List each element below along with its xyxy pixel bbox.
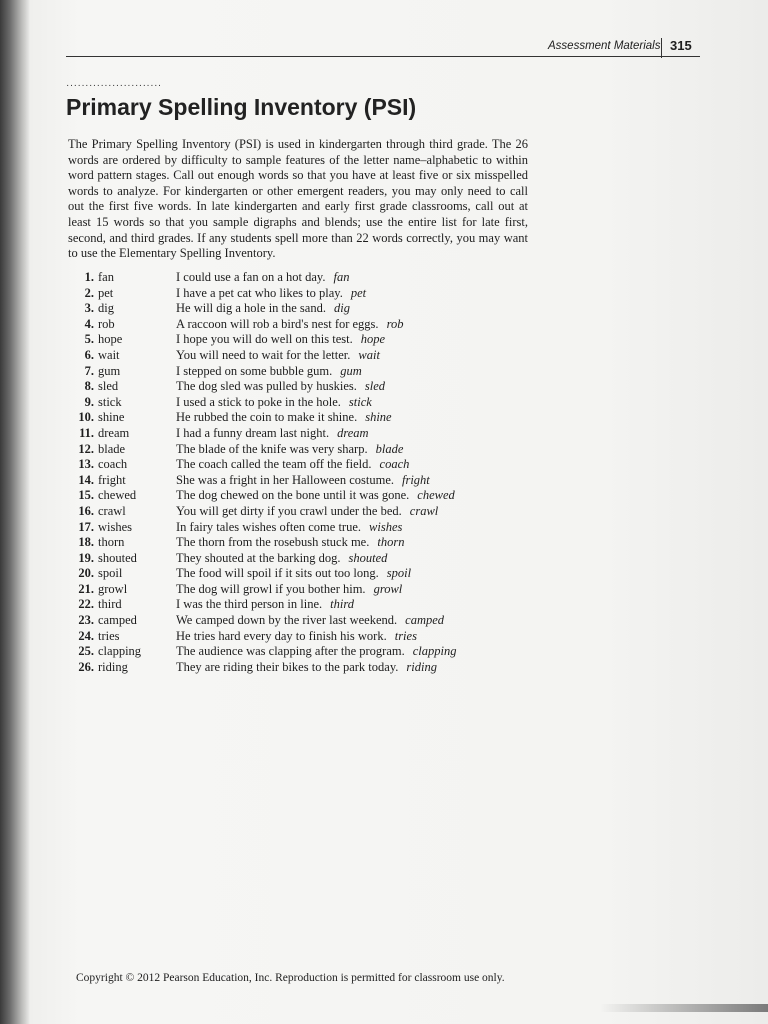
example-sentence-line [176, 317, 403, 332]
item-number: 26. [78, 659, 94, 674]
example-sentence-line [176, 488, 455, 503]
page-edge-shadow [600, 1004, 768, 1012]
item-number: 24. [78, 628, 94, 643]
page-title: Primary Spelling Inventory (PSI) [66, 94, 417, 120]
list-item [70, 301, 530, 317]
example-sentence-line [176, 613, 444, 628]
item-number: 3. [84, 301, 94, 316]
decorative-dotted-rule: ························· [66, 80, 162, 91]
example-sentence: The coach called the team off the field. [176, 457, 372, 472]
target-word: fright [402, 472, 430, 487]
list-item [70, 395, 530, 411]
example-sentence: She was a fright in her Halloween costume. [176, 472, 394, 487]
list-item [70, 364, 530, 380]
item-number: 9. [84, 394, 94, 409]
target-word: growl [373, 581, 403, 596]
header-rule [66, 56, 700, 57]
example-sentence: He will dig a hole in the sand. [176, 301, 326, 316]
running-header [548, 38, 700, 58]
target-word: wait [358, 347, 380, 362]
target-word: shine [365, 410, 392, 425]
list-item [70, 597, 530, 613]
list-item [70, 270, 530, 286]
item-number: 25. [78, 644, 94, 659]
example-sentence-line [176, 426, 369, 441]
item-number: 13. [78, 457, 94, 472]
example-sentence: I hope you will do well on this test. [176, 332, 353, 347]
example-sentence: In fairy tales wishes often come true. [176, 519, 362, 534]
target-word: rob [386, 316, 404, 331]
target-word: dig [333, 301, 350, 316]
target-word: dream [337, 425, 369, 440]
item-number: 21. [78, 581, 94, 596]
spelling-word: wishes [98, 519, 133, 534]
example-sentence: The thorn from the rosebush stuck me. [176, 535, 370, 550]
list-item [70, 660, 530, 676]
list-item [70, 457, 530, 473]
spelling-word: gum [98, 363, 121, 378]
item-number: 23. [78, 613, 94, 628]
list-item [70, 442, 530, 458]
spelling-word: third [98, 597, 122, 612]
target-word: camped [405, 613, 445, 628]
spelling-word: clapping [98, 644, 142, 659]
example-sentence: I have a pet cat who likes to play. [176, 285, 343, 300]
example-sentence-line [176, 629, 417, 644]
example-sentence-line [176, 597, 354, 612]
spelling-word: sled [98, 379, 119, 394]
spelling-word: rob [98, 316, 115, 331]
example-sentence: They shouted at the barking dog. [176, 550, 341, 565]
target-word: clapping [412, 644, 457, 659]
spelling-word: thorn [98, 535, 125, 550]
example-sentence-line [176, 660, 437, 675]
spelling-word: dig [98, 301, 114, 316]
item-number: 15. [78, 488, 94, 503]
spelling-word: chewed [98, 488, 137, 503]
target-word: pet [350, 285, 367, 300]
target-word: stick [348, 394, 372, 409]
target-word: fan [333, 270, 350, 284]
intro-paragraph: The Primary Spelling Inventory (PSI) is used in kindergarten through third grade. The 26 words are ordered by difficulty to sample features of the letter name–alphabetic to within word pattern stages. Call out enough words so that you have at least five or six misspelled words to analyze. For kindergarten or other emergent readers, you may only need to call out the first five words. In late kindergarten and early first grade classrooms, call out at least 15 words so that you sample digraphs and blends; use the entire list for late first, second, and third grades. If any students spell more than 22 words correctly, you may want to use the Elementary Spelling Inventory. [68, 137, 528, 261]
item-number: 1. [84, 270, 94, 284]
target-word: thorn [377, 535, 405, 550]
spelling-word: stick [98, 394, 122, 409]
example-sentence-line [176, 270, 349, 285]
example-sentence: A raccoon will rob a bird's nest for eggs. [176, 316, 379, 331]
example-sentence: The dog sled was pulled by huskies. [176, 379, 357, 394]
item-number: 10. [78, 410, 94, 425]
example-sentence-line [176, 644, 456, 659]
copyright-footer: Copyright © 2012 Pearson Education, Inc. Reproduction is permitted for classroom use only. [76, 972, 505, 984]
example-sentence-line [176, 457, 409, 472]
example-sentence: The dog chewed on the bone until it was gone. [176, 488, 410, 503]
example-sentence: The audience was clapping after the program. [176, 644, 405, 659]
item-number: 7. [84, 363, 94, 378]
spelling-word: spoil [98, 566, 123, 581]
spelling-word: riding [98, 659, 128, 674]
list-item [70, 520, 530, 536]
item-number: 2. [84, 285, 94, 300]
list-item [70, 613, 530, 629]
example-sentence: They are riding their bikes to the park today. [176, 659, 399, 674]
list-item [70, 379, 530, 395]
book-binding-shadow [0, 0, 30, 1024]
list-item [70, 473, 530, 489]
item-number: 18. [78, 535, 94, 550]
example-sentence: I stepped on some bubble gum. [176, 363, 333, 378]
example-sentence: I could use a fan on a hot day. [176, 270, 326, 284]
spelling-word: camped [98, 613, 137, 628]
item-number: 20. [78, 566, 94, 581]
item-number: 19. [78, 550, 94, 565]
item-number: 5. [84, 332, 94, 347]
target-word: hope [360, 332, 386, 347]
target-word: spoil [386, 566, 412, 581]
spelling-word: fright [98, 472, 126, 487]
list-item [70, 644, 530, 660]
example-sentence-line [176, 348, 380, 363]
example-sentence-line [176, 582, 402, 597]
spelling-word: dream [98, 425, 130, 440]
example-sentence: The dog will growl if you bother him. [176, 581, 366, 596]
example-sentence-line [176, 473, 430, 488]
example-sentence: I was the third person in line. [176, 597, 323, 612]
example-sentence-line [176, 332, 385, 347]
example-sentence: I had a funny dream last night. [176, 425, 330, 440]
example-sentence-line [176, 566, 411, 581]
example-sentence: I used a stick to poke in the hole. [176, 394, 341, 409]
spelling-word: blade [98, 441, 126, 456]
example-sentence: The food will spoil if it sits out too long. [176, 566, 379, 581]
section-label: Assessment Materials [548, 40, 661, 52]
target-word: chewed [417, 488, 455, 503]
item-number: 6. [84, 347, 94, 362]
target-word: third [330, 597, 355, 612]
target-word: blade [375, 441, 404, 456]
example-sentence-line [176, 535, 404, 550]
list-item [70, 410, 530, 426]
target-word: crawl [409, 503, 439, 518]
header-divider [661, 38, 662, 58]
list-item [70, 488, 530, 504]
target-word: wishes [369, 519, 403, 534]
spelling-word: pet [98, 285, 114, 300]
list-item [70, 426, 530, 442]
example-sentence: The blade of the knife was very sharp. [176, 441, 368, 456]
example-sentence-line [176, 410, 392, 425]
item-number: 14. [78, 472, 94, 487]
list-item [70, 551, 530, 567]
target-word: coach [379, 457, 410, 472]
example-sentence: You will need to wait for the letter. [176, 347, 351, 362]
list-item [70, 566, 530, 582]
example-sentence-line [176, 520, 402, 535]
item-number: 12. [78, 441, 94, 456]
item-number: 22. [78, 597, 94, 612]
spelling-word: tries [98, 628, 120, 643]
spelling-word: growl [98, 581, 128, 596]
list-item [70, 535, 530, 551]
item-number: 4. [84, 316, 94, 331]
list-item [70, 286, 530, 302]
example-sentence-line [176, 551, 387, 566]
target-word: shouted [348, 550, 388, 565]
spelling-word: coach [98, 457, 128, 472]
list-item [70, 629, 530, 645]
example-sentence: He rubbed the coin to make it shine. [176, 410, 358, 425]
target-word: tries [394, 628, 417, 643]
spelling-word: hope [98, 332, 123, 347]
list-item [70, 332, 530, 348]
spelling-word-list [70, 270, 530, 675]
example-sentence: We camped down by the river last weekend. [176, 613, 398, 628]
list-item [70, 582, 530, 598]
target-word: sled [364, 379, 386, 394]
example-sentence-line [176, 442, 403, 457]
list-item [70, 317, 530, 333]
spelling-word: shouted [98, 550, 137, 565]
example-sentence-line [176, 301, 350, 316]
item-number: 8. [84, 379, 94, 394]
example-sentence: He tries hard every day to finish his work. [176, 628, 387, 643]
list-item [70, 504, 530, 520]
item-number: 11. [79, 425, 94, 440]
example-sentence-line [176, 379, 385, 394]
item-number: 16. [78, 503, 94, 518]
spelling-word: shine [98, 410, 125, 425]
target-word: riding [406, 659, 437, 674]
item-number: 17. [78, 519, 94, 534]
example-sentence: You will get dirty if you crawl under the bed. [176, 503, 402, 518]
target-word: gum [340, 363, 362, 378]
example-sentence-line [176, 395, 372, 410]
example-sentence-line [176, 286, 366, 301]
page-number: 315 [670, 38, 692, 53]
spelling-word: wait [98, 347, 120, 362]
example-sentence-line [176, 504, 438, 519]
list-item [70, 348, 530, 364]
spelling-word: fan [98, 270, 114, 284]
spelling-word: crawl [98, 503, 126, 518]
example-sentence-line [176, 364, 362, 379]
